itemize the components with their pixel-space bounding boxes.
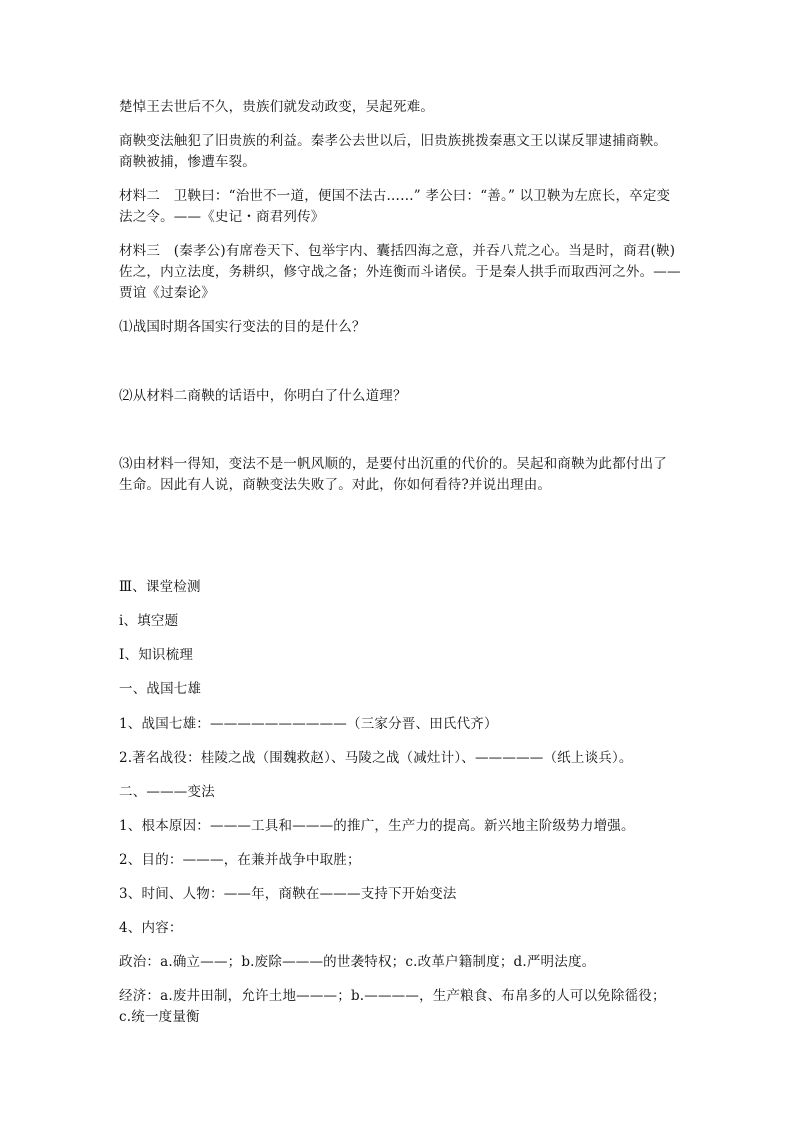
question-1: ⑴战国时期各国实行变法的目的是什么？ [119,319,366,335]
fill-blank-item: 1、根本原因：———工具和———的推广，生产力的提高。新兴地主阶级势力增强。 [119,818,635,834]
topic-heading: 一、战国七雄 [119,681,202,697]
question-2: ⑵从材料二商鞅的话语中，你明白了什么道理？ [119,388,407,404]
text-line: 生命。因此有人说，商鞅变法失败了。对此，你如何看待?并说出理由。 [119,477,552,493]
fill-blank-item: c.统一度量衡 [119,1009,200,1025]
text-line: 材料二 卫鞅曰：“治世不一道，便国不法古……” 孝公曰：“善。” 以卫鞅为左庶长，卒定变 [119,188,671,204]
subsection-heading: Ⅰ、知识梳理 [119,647,194,663]
text-line: 佐之，内立法度，务耕织，修守战之备；外连衡而斗诸侯。于是秦人拱手而取西河之外。—— [119,264,681,280]
text-line: 贾谊《过秦论》 [119,285,215,301]
fill-blank-item: 经济：a.废井田制，允许土地———；b.————，生产粮食、布帛多的人可以免除徭役； [119,988,666,1004]
subsection-heading: ⅰ、填空题 [119,613,179,629]
question-3: ⑶由材料一得知，变法不是一帆风顺的，是要付出沉重的代价的。吴起和商鞅为此都付出了 [119,456,667,472]
fill-blank-item: 1、战国七雄：——————————（三家分晋、田氏代齐） [119,716,498,732]
text-line: 材料三 (秦孝公)有席卷天下、包举宇内、囊括四海之意，并吞八荒之心。当是时，商君(鞅) [119,243,676,259]
section-heading: Ⅲ、课堂检测 [119,579,201,595]
fill-blank-item: 2、目的：———，在兼并战争中取胜； [119,852,361,868]
fill-blank-item: 政治：a.确立——；b.废除———的世袭特权；c.改革户籍制度；d.严明法度。 [119,954,596,970]
fill-blank-item: 3、时间、人物：——年，商鞅在———支持下开始变法 [119,886,457,902]
fill-blank-item: 4、内容： [119,920,183,936]
text-line: 商鞅变法触犯了旧贵族的利益。秦孝公去世以后，旧贵族挑拨秦惠文王以谋反罪逮捕商鞅。 [119,133,667,149]
topic-heading: 二、———变法 [119,784,215,800]
fill-blank-item: 2.著名战役：桂陵之战（围魏救赵）、马陵之战（减灶计）、—————（纸上谈兵）。 [119,750,633,766]
text-line: 法之令。——《史记・商君列传》 [119,209,325,225]
text-line: 商鞅被捕，惨遭车裂。 [119,154,256,170]
text-line: 楚悼王去世后不久，贵族们就发动政变，吴起死难。 [119,99,435,115]
